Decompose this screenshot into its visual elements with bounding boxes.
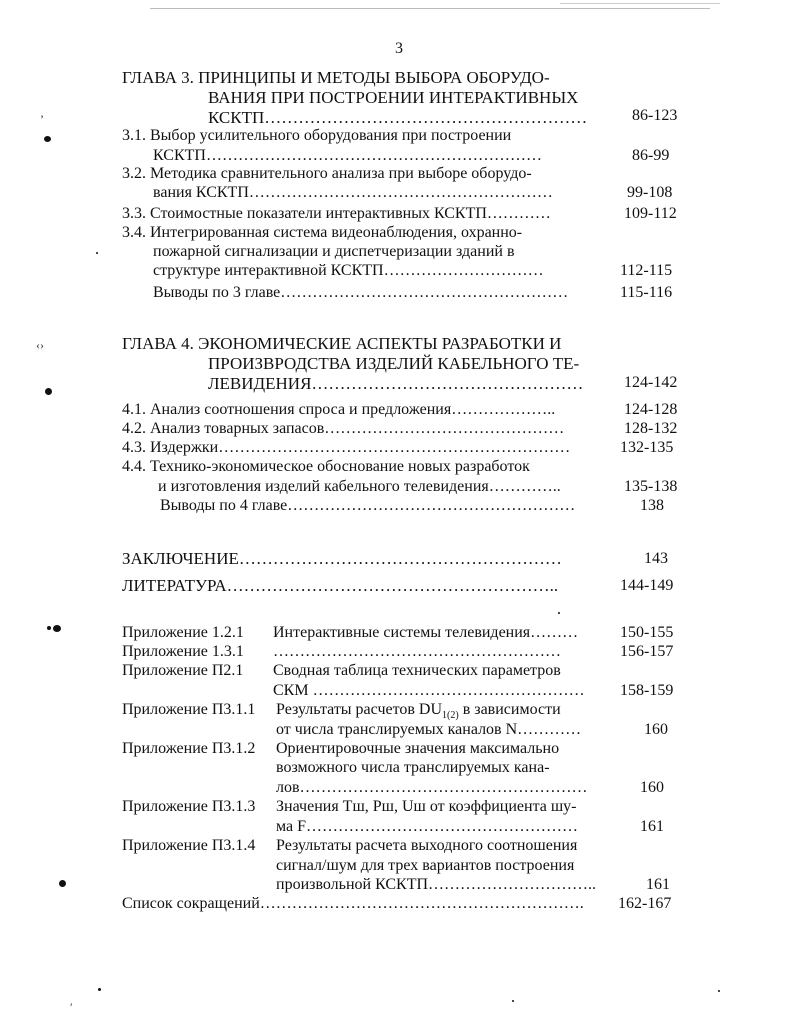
- scan-speck: [96, 252, 98, 254]
- appendix-pages: 160: [644, 721, 668, 738]
- scan-speck: [47, 626, 51, 630]
- toc-conclusions-4: Выводы по 4 главе………………………………………………: [160, 497, 576, 514]
- page-number: 3: [395, 40, 403, 57]
- toc-item-4-4-line1: 4.4. Технико-экономическое обоснование новых разработок: [122, 458, 530, 475]
- chapter3-title-line3: КСКТП…………………………………………………: [208, 108, 588, 127]
- scan-artifact-line: [560, 3, 720, 4]
- toc-conclusions-3-pages: 115-116: [620, 284, 673, 301]
- chapter3-pages: 86-123: [632, 107, 678, 124]
- appendix-title-line1: Сводная таблица технических параметров: [273, 662, 561, 679]
- scan-artifact-line: [150, 8, 710, 9]
- chapter4-title-line1: ГЛАВА 4. ЭКОНОМИЧЕСКИЕ АСПЕКТЫ РАЗРАБОТКИ И: [122, 334, 562, 353]
- toc-conclusion: ЗАКЛЮЧЕНИЕ…………………………………………………: [122, 549, 562, 568]
- appendix-title: ………………………………………………: [273, 643, 561, 660]
- appendix-title-line1: Значения Тш, Рш, Uш от коэффициента шу-: [276, 798, 577, 815]
- appendix-pages: 161: [640, 818, 664, 835]
- toc-item-3-4-line3: структуре интерактивной КСКТП…………………………: [153, 262, 544, 279]
- toc-item-3-1-line2: КСКТП………………………………………………………: [153, 147, 542, 164]
- toc-item-4-4-line2: и изготовления изделий кабельного телевидения…………..: [158, 478, 561, 495]
- scan-speck: [98, 988, 101, 991]
- appendix-title-line2: от числа транслируемых каналов N…………: [276, 721, 582, 738]
- toc-literature: ЛИТЕРАТУРА…………………………………………………..: [122, 576, 559, 595]
- toc-item-4-3: 4.3. Издержки…………………………………………………………: [122, 439, 571, 456]
- scan-speck: [59, 880, 66, 887]
- toc-item-4-2: 4.2. Анализ товарных запасов………………………………………: [122, 420, 565, 437]
- appendix-pages: 156-157: [620, 643, 674, 660]
- appendix-name: Приложение П3.1.1: [122, 701, 256, 718]
- appendix-name: Приложение П2.1: [122, 662, 244, 679]
- toc-conclusion-pages: 143: [644, 550, 668, 567]
- toc-item-3-4-pages: 112-115: [620, 262, 673, 279]
- chapter4-title-line2: ПРОИЗВРОДСТВА ИЗДЕЛИЙ КАБЕЛЬНОГО ТЕ-: [208, 354, 580, 373]
- scan-speck: ’: [40, 112, 44, 126]
- toc-literature-pages: 144-149: [620, 577, 674, 594]
- appendix-name: Приложение П3.1.4: [122, 837, 256, 854]
- appendix-title-line1: Результаты расчетов $DU_{1(2)}$ в зависимости: [276, 701, 561, 722]
- chapter3-title-line1: ГЛАВА 3. ПРИНЦИПЫ И МЕТОДЫ ВЫБОРА ОБОРУДО-: [122, 68, 550, 87]
- toc-item-4-4-pages: 135-138: [624, 478, 678, 495]
- chapter4-pages: 124-142: [624, 374, 678, 391]
- appendix-name: Приложение П3.1.2: [122, 740, 256, 757]
- toc-conclusions-3: Выводы по 3 главе………………………………………………: [153, 284, 569, 301]
- scan-speck: ‹›: [36, 338, 44, 352]
- scan-speck: [512, 1000, 514, 1002]
- scan-speck: [45, 388, 52, 395]
- toc-item-4-3-pages: 132-135: [620, 439, 674, 456]
- appendix-title-line1: Результаты расчета выходного соотношения: [276, 837, 578, 854]
- appendix-title: Интерактивные системы телевидения………: [273, 624, 579, 641]
- toc-item-3-4-line2: пожарной сигнализации и диспетчеризации зданий в: [153, 243, 515, 260]
- toc-item-4-2-pages: 128-132: [624, 420, 678, 437]
- appendix-pages: 150-155: [620, 624, 674, 641]
- chapter4-title-line3: ЛЕВИДЕНИЯ…………………………………………: [208, 374, 584, 393]
- appendix-title-line2: возможного числа транслируемых кана-: [276, 759, 550, 776]
- appendix-title-line3: лов………………………………………………: [276, 779, 588, 796]
- appendix-title-line2: СКМ ……………………………………………: [273, 682, 585, 699]
- chapter3-title-line2: ВАНИЯ ПРИ ПОСТРОЕНИИ ИНТЕРАКТИВНЫХ: [208, 88, 579, 107]
- appendix-name: Приложение 1.2.1: [122, 624, 244, 641]
- toc-item-4-1: 4.1. Анализ соотношения спроса и предложения………………..: [122, 401, 556, 418]
- toc-item-3-2-line1: 3.2. Методика сравнительного анализа при выборе оборудо-: [122, 165, 532, 182]
- scan-speck: [44, 136, 51, 142]
- appendix-title-line3: произвольной КСКТП…………………………..: [276, 876, 597, 893]
- scan-speck: [558, 612, 560, 614]
- toc-item-3-1-line1: 3.1. Выбор усилительного оборудования при построении: [122, 127, 512, 144]
- appendix-name: Приложение 1.3.1: [122, 643, 244, 660]
- scan-speck: [53, 625, 61, 632]
- appendix-pages: 161: [646, 876, 670, 893]
- toc-abbreviations: Список сокращений…………………………………………………….: [122, 895, 584, 912]
- toc-item-3-1-pages: 86-99: [632, 147, 670, 164]
- toc-item-4-1-pages: 124-128: [624, 401, 678, 418]
- appendix-title-line2: сигнал/шум для трех вариантов построения: [276, 857, 575, 874]
- toc-item-3-4-line1: 3.4. Интегрированная система видеонаблюдения, охранно-: [122, 224, 523, 241]
- toc-conclusions-4-pages: 138: [640, 497, 664, 514]
- appendix-title-line2: ма F……………………………………………: [276, 818, 579, 835]
- appendix-title-line1: Ориентировочные значения максимально: [276, 740, 560, 757]
- toc-item-3-2-line2: вания КСКТП…………………………………………………: [153, 184, 553, 201]
- toc-item-3-3-pages: 109-112: [624, 205, 677, 222]
- toc-item-3-2-pages: 99-108: [627, 184, 673, 201]
- scan-speck: [718, 990, 720, 992]
- appendix-pages: 158-159: [620, 682, 674, 699]
- scan-speck: ′: [70, 1000, 73, 1014]
- toc-item-3-3: 3.3. Стоимостные показатели интерактивных КСКТП…………: [122, 205, 551, 222]
- appendix-pages: 160: [640, 779, 664, 796]
- toc-abbreviations-pages: 162-167: [618, 895, 672, 912]
- appendix-name: Приложение П3.1.3: [122, 798, 256, 815]
